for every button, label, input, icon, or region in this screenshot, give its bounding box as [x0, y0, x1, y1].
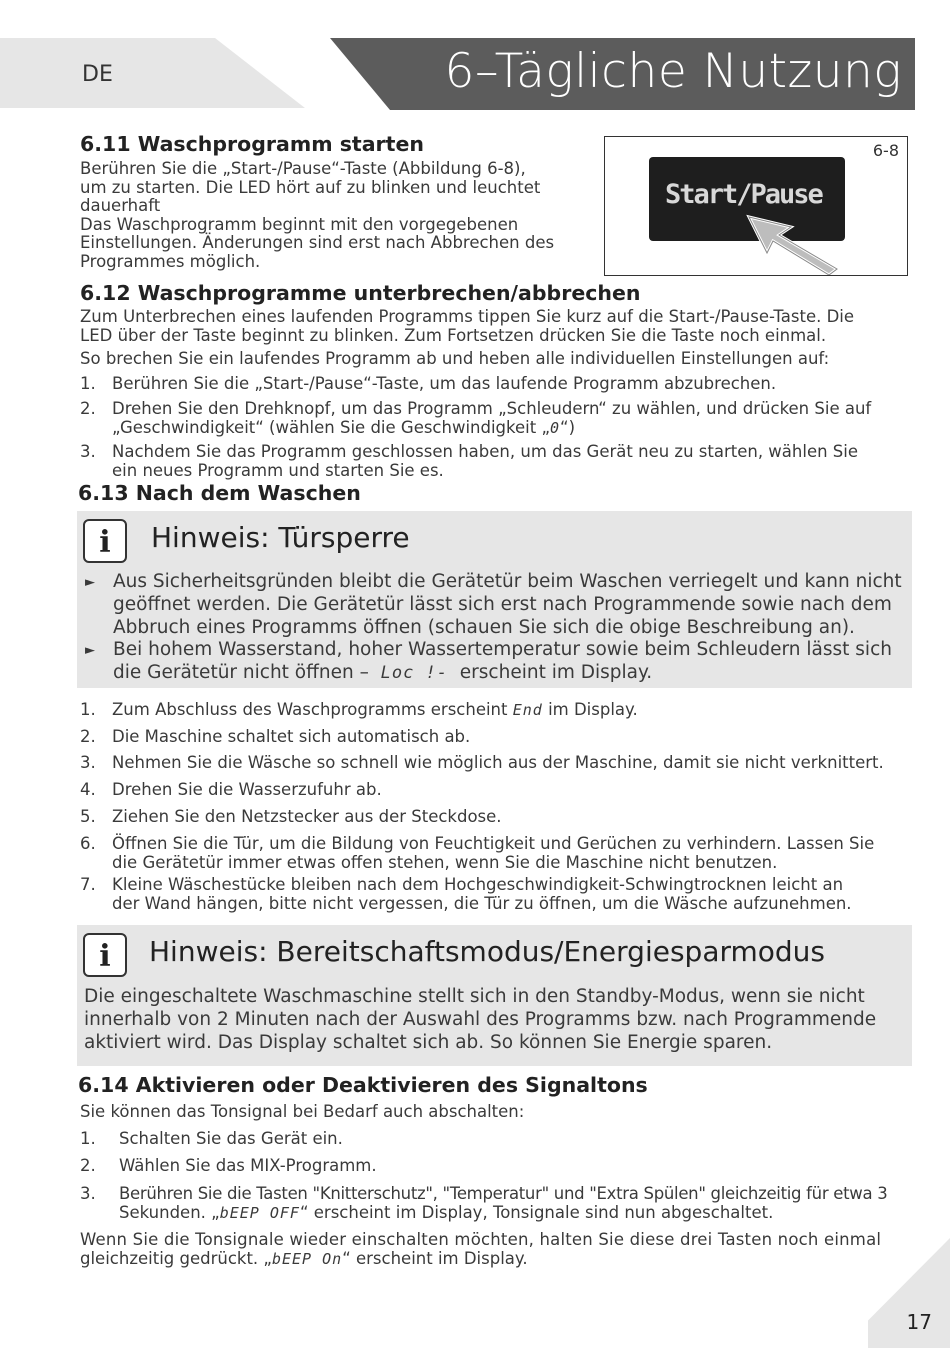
heading-6-12: 6.12 Waschprogramme unterbrechen/abbrechen — [80, 281, 641, 305]
list-line: Öffnen Sie die Tür, um die Bildung von Feuchtigkeit und Gerüchen zu verhindern. Lassen Sie — [112, 834, 875, 853]
list-number: 3. — [80, 1184, 96, 1203]
s612-line: Zum Unterbrechen eines laufenden Programms tippen Sie kurz auf die Start-/Pause-Taste. Die — [80, 307, 855, 326]
outro-text: “ erscheint im Display. — [342, 1248, 528, 1268]
heading-6-14: 6.14 Aktivieren oder Deaktivieren des Signaltons — [78, 1073, 648, 1097]
list-number: 1. — [80, 1129, 96, 1148]
note-bullet-text — [113, 570, 902, 639]
heading-6-13: 6.13 Nach dem Waschen — [78, 481, 361, 505]
list-line: Berühren Sie die Tasten "Knitterschutz", "Temperatur" und "Extra Spülen" gleichzeitig für etwa 3 — [119, 1184, 888, 1203]
list-text: Drehen Sie die Wasserzufuhr ab. — [112, 780, 382, 799]
s611-line: dauerhaft — [80, 196, 161, 215]
list-text — [112, 876, 852, 913]
note-line: innerhalb von 2 Minuten nach der Auswahl des Programms bzw. nach Programmende — [84, 1009, 877, 1030]
list-text: Berühren Sie die „Start-/Pause“-Taste, um das laufende Programm abzubrechen. — [112, 374, 777, 393]
list-text: Schalten Sie das Gerät ein. — [119, 1129, 343, 1148]
list-line-text: “) — [560, 417, 576, 437]
list-number: 3. — [80, 753, 96, 772]
list-number: 1. — [80, 374, 96, 393]
list-line-text: “ erscheint im Display, Tonsignale sind nun abgeschaltet. — [299, 1202, 774, 1222]
list-text — [112, 443, 858, 480]
s611-line: Das Waschprogramm beginnt mit den vorgegebenen — [80, 214, 519, 234]
note-title: Hinweis: Türsperre — [151, 521, 410, 554]
s612-p2: So brechen Sie ein laufendes Programm ab und heben alle individuellen Einstellungen auf: — [80, 349, 830, 368]
list-text: Ziehen Sie den Netzstecker aus der Steckdose. — [112, 807, 502, 826]
note-line: aktiviert wird. Das Display schaltet sich ab. So können Sie Energie sparen. — [84, 1032, 773, 1053]
list-number: 1. — [80, 700, 96, 719]
lcd-value: bEEP On — [271, 1249, 343, 1268]
bullet-arrow-icon: ► — [85, 643, 95, 658]
outro-text: gleichzeitig gedrückt. „ — [80, 1248, 272, 1268]
list-number: 5. — [80, 807, 96, 826]
bullet-arrow-icon: ► — [85, 575, 95, 590]
list-number: 3. — [80, 442, 96, 461]
list-number: 4. — [80, 780, 96, 799]
s611-line: um zu starten. Die LED hört auf zu blinken und leuchtet — [80, 177, 541, 197]
list-text: Wählen Sie das MIX-Programm. — [119, 1156, 377, 1175]
list-line — [112, 419, 871, 438]
s611-line: Programmes möglich. — [80, 251, 261, 271]
s611-line: Berühren Sie die „Start-/Pause“-Taste (Abbildung 6-8), — [80, 159, 526, 178]
list-line-text: „Geschwindigkeit“ (wählen Sie die Geschwindigkeit „ — [112, 417, 550, 437]
list-line: der Wand hängen, bitte nicht vergessen, die Tür zu öffnen, um die Wäsche aufzunehmen. — [112, 893, 852, 913]
list-line-text: Sekunden. „ — [119, 1202, 220, 1222]
info-icon: i — [83, 933, 127, 977]
page-title: 6–Tägliche Nutzung — [444, 44, 902, 99]
list-line-text: im Display. — [548, 700, 638, 719]
list-text — [112, 701, 638, 720]
s612-line: LED über der Taste beginnt zu blinken. Zum Fortsetzen drücken Sie die Taste noch einmal. — [80, 325, 827, 345]
list-number: 7. — [80, 875, 96, 894]
outro-line: Wenn Sie die Tonsignale wieder einschalten möchten, halten Sie diese drei Tasten noch einmal — [80, 1230, 882, 1249]
figure-label: 6-8 — [872, 141, 899, 160]
list-number: 2. — [80, 1156, 96, 1175]
list-line-text: Zum Abschluss des Waschprogramms erscheint — [112, 700, 508, 719]
note-line: geöffnet werden. Die Gerätetür lässt sich erst nach Programmende sowie nach dem — [113, 594, 892, 615]
list-line: Drehen Sie den Drehknopf, um das Programm „Schleudern“ zu wählen, und drücken Sie auf — [112, 399, 872, 418]
note-line: Aus Sicherheitsgründen bleibt die Gerätetür beim Waschen verriegelt und kann nicht — [113, 571, 902, 592]
s614-outro — [80, 1231, 912, 1268]
note-bullet-text — [113, 638, 892, 685]
list-line: Kleine Wäschestücke bleiben nach dem Hochgeschwindigkeit-Schwingtrocknen leicht an — [112, 875, 844, 894]
list-line: ein neues Programm und starten Sie es. — [112, 460, 444, 480]
lcd-value: bEEP OFF — [219, 1203, 300, 1222]
s611-line: Einstellungen. Änderungen sind erst nach Abbrechen des — [80, 233, 555, 252]
list-text — [119, 1185, 912, 1222]
list-number: 2. — [80, 399, 96, 418]
list-text — [112, 835, 874, 872]
page-number: 17 — [906, 1310, 932, 1334]
list-text: Die Maschine schaltet sich automatisch ab. — [112, 727, 471, 746]
info-icon: i — [83, 519, 127, 563]
display-text: Start/Pause — [665, 179, 822, 210]
list-line: Nachdem Sie das Programm geschlossen haben, um das Gerät neu zu starten, wählen Sie — [112, 442, 859, 461]
note-title: Hinweis: Bereitschaftsmodus/Energiesparmodus — [149, 935, 826, 968]
s611-text — [80, 160, 554, 271]
note-standby — [77, 925, 912, 1066]
note-line — [113, 661, 892, 685]
lcd-value: Loc !- — [380, 663, 449, 683]
s614-intro: Sie können das Tonsignal bei Bedarf auch abschalten: — [80, 1102, 525, 1121]
note-line-text: die Gerätetür nicht öffnen – — [113, 662, 369, 683]
note-line: Abbruch eines Programms öffnen (schauen Sie sich die obige Beschreibung an). — [113, 617, 855, 638]
list-line: die Gerätetür immer etwas offen stehen, wenn Sie die Maschine nicht benutzen. — [112, 852, 778, 872]
s612-intro — [80, 308, 854, 345]
list-number: 6. — [80, 834, 96, 853]
lcd-value: 0 — [550, 418, 561, 437]
header-lang-tab — [0, 38, 305, 108]
language-code: DE — [82, 62, 113, 87]
lcd-value: End — [512, 701, 543, 719]
list-text: Nehmen Sie die Wäsche so schnell wie möglich aus der Maschine, damit sie nicht verknittert. — [112, 753, 884, 772]
note-line-text: erscheint im Display. — [459, 662, 653, 683]
note-line: Bei hohem Wasserstand, hoher Wassertemperatur sowie beim Schleudern lässt sich — [113, 639, 892, 660]
list-text — [112, 400, 871, 437]
note-line: Die eingeschaltete Waschmaschine stellt sich in den Standby-Modus, wenn sie nicht — [84, 986, 865, 1007]
heading-6-11: 6.11 Waschprogramm starten — [80, 132, 424, 156]
note-text — [84, 985, 909, 1054]
outro-line — [80, 1250, 912, 1269]
figure-6-8 — [604, 136, 908, 276]
note-door-lock — [77, 511, 912, 688]
pointer-arrow-icon — [745, 213, 845, 275]
list-line — [119, 1204, 912, 1223]
list-number: 2. — [80, 727, 96, 746]
